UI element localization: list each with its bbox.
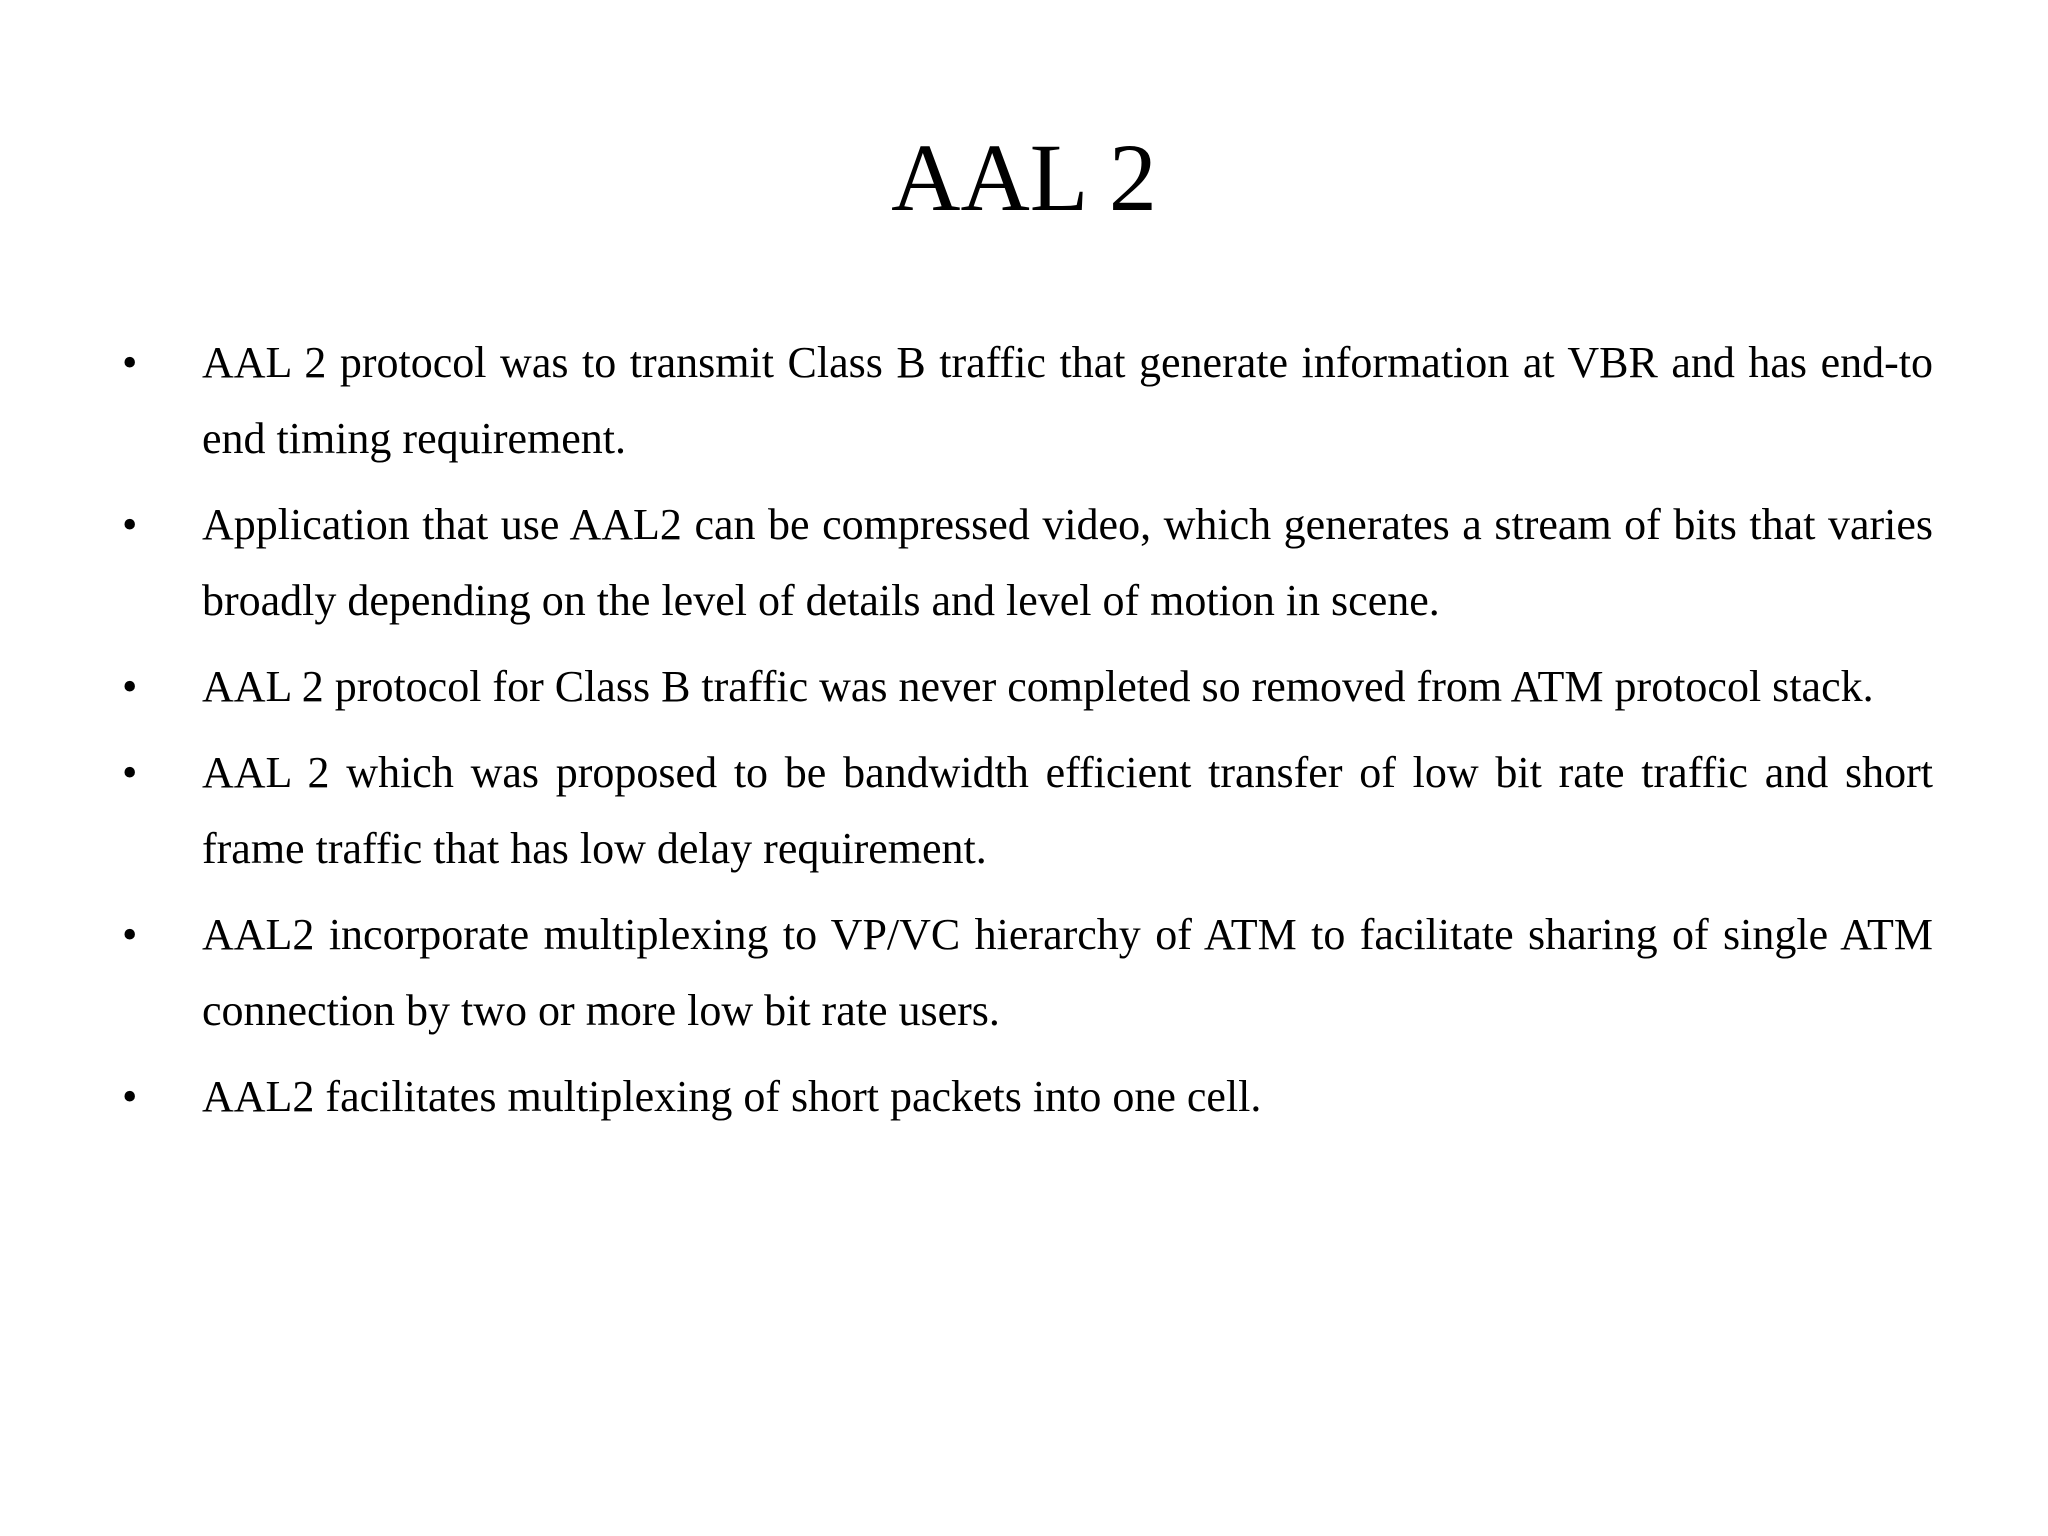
bullet-text: AAL 2 protocol was to transmit Class B traffic that generate information at VBR and has end-to end timing requirement. <box>202 338 1933 463</box>
bullet-item <box>0 325 2048 477</box>
bullet-text: Application that use AAL2 can be compressed video, which generates a stream of bits that varies broadly depending on the level of details and level of motion in scene. <box>202 500 1933 625</box>
bullet-dot-icon: • <box>122 662 138 711</box>
bullet-item <box>0 649 2048 725</box>
bullet-dot-icon: • <box>122 910 138 959</box>
bullet-dot-icon: • <box>122 500 138 549</box>
bullet-dot-icon: • <box>122 338 138 387</box>
bullet-text: AAL2 incorporate multiplexing to VP/VC hierarchy of ATM to facilitate sharing of single ATM connection by two or more low bit rate users. <box>202 910 1933 1035</box>
bullet-dot-icon: • <box>122 1072 138 1121</box>
bullet-item <box>0 735 2048 887</box>
bullet-item <box>0 897 2048 1049</box>
bullet-dot-icon: • <box>122 748 138 797</box>
bullet-text: AAL2 facilitates multiplexing of short packets into one cell. <box>202 1072 1262 1121</box>
bullet-item <box>0 1059 2048 1135</box>
bullet-text: AAL 2 protocol for Class B traffic was never completed so removed from ATM protocol stack. <box>202 662 1874 711</box>
bullet-item <box>0 487 2048 639</box>
bullet-text: AAL 2 which was proposed to be bandwidth efficient transfer of low bit rate traffic and short frame traffic that has low delay requirement. <box>202 748 1933 873</box>
slide-title: AAL 2 <box>891 124 1157 231</box>
bullet-list <box>0 325 2048 1145</box>
